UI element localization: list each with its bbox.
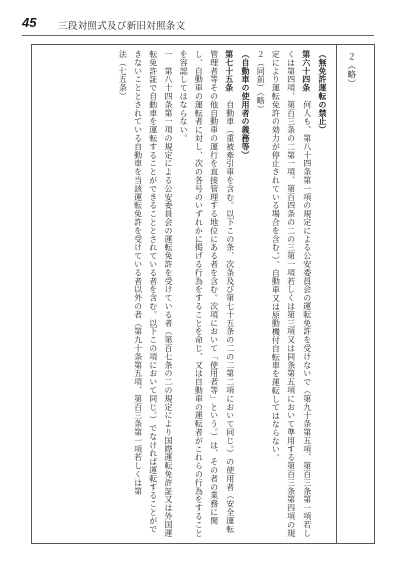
right-cell-note: ２（略） [345, 52, 356, 88]
law-reference-note: 法（七五条） [118, 50, 128, 101]
article-64 [253, 50, 330, 538]
article-75-item-1: 一 第八十四条第一項の規定による公安委員会の運転免許を受けている者（第百七条の二の規定により国際運転免許証又は外国運転免許証で自動車を運転することができることとされている者を含む。以下この項において同じ。）でなければ運転することができないこととされている自動車を当該運転免許を受けている者以外の者（第九十条第五項、第百三条第一項若しくは第 [133, 50, 173, 538]
main-text [36, 50, 330, 538]
page-number: 45 [22, 15, 37, 30]
article-64-body: 何人も、第八十四条第一項の規定による公安委員会の運転免許を受けないで（第九十条第五項、第百三条第一項若しくは第四項、第百三条の二第一項、第百四条の二の三第一項若しくは第三項又は同条第五項において準用する第百三条第四項の規定により運転免許の効力が停止されている場合を含む。）、自動車又は原動機付自転車を運転してはならない。 [271, 50, 312, 538]
article-75-paragraph [176, 50, 238, 538]
article-75-caption: （自動車の使用者の義務等） [240, 50, 251, 160]
article-64-caption: （無免許運転の禁止） [318, 50, 328, 134]
header-rule [22, 35, 374, 36]
article-64-heading: 第六十四条 [301, 50, 312, 92]
article-64-paragraph [268, 50, 315, 538]
article-64-sub: ２（同前）（略） [256, 50, 266, 114]
column-divider [336, 44, 337, 544]
article-75-heading: 第七十五条 [224, 50, 235, 92]
running-title: 三段対照式及び新旧対照条文 [58, 21, 186, 32]
article-75-body: 自動車（重被牽引車を含む。以下この条、次条及び第七十五条の二の二第二項において同じ。）の使用者（安全運転管理者等その他自動車の運行を直接管理する地位にある者を含む。次項において「使用者等」という。）は、その者の業務に関し、自動車の運転者に対し、次の各号のいずれかに掲げる行為をすることを命じ、又は自動車の運転者がこれらの行為をすることを容認してはならない。 [179, 50, 235, 538]
article-75 [115, 50, 253, 538]
